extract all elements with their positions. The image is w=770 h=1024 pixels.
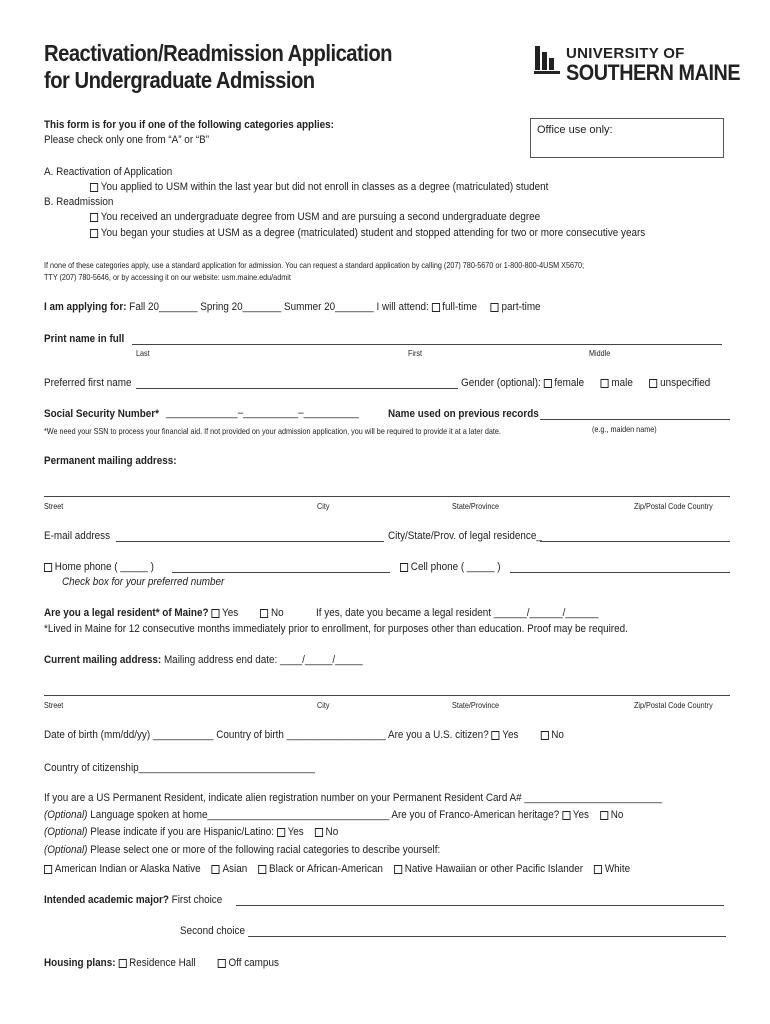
gender-label: Gender (optional): xyxy=(461,377,541,389)
first-choice-field[interactable] xyxy=(236,905,724,906)
checkbox-icon[interactable] xyxy=(90,213,98,222)
second-choice-field[interactable] xyxy=(248,936,726,937)
permanent-address-field[interactable] xyxy=(44,496,730,497)
ssn-field[interactable]: _____________–__________–__________ xyxy=(166,407,359,419)
us-citizen-question: Are you a U.S. citizen? xyxy=(387,729,489,741)
fulltime-checkbox[interactable] xyxy=(431,303,439,312)
legal-resident-row xyxy=(44,607,284,619)
major-row xyxy=(44,894,222,906)
home-phone-checkbox[interactable] xyxy=(44,563,52,572)
resident-no-label: No xyxy=(271,607,284,619)
category-b-option-2-label: You began your studies at USM as a degree (matriculated) student and stopped attending for two or more consecutive years xyxy=(100,227,646,239)
resident-yes-checkbox[interactable] xyxy=(211,609,219,618)
home-phone-row xyxy=(44,561,154,573)
cell-phone-row xyxy=(400,561,501,573)
logo-top-text: UNIVERSITY OF xyxy=(566,45,685,62)
resident-date-field[interactable]: If yes, date you became a legal resident ______/______/______ xyxy=(316,607,599,619)
spring-term-field[interactable]: Spring 20_______ xyxy=(200,301,282,313)
category-b-option-1-label: You received an undergraduate degree from USM and are pursuing a second undergraduate degree xyxy=(100,211,541,223)
legal-residence-field[interactable] xyxy=(540,541,730,542)
housing-row xyxy=(44,957,279,969)
attend-label: I will attend: xyxy=(376,301,429,313)
standard-app-note-1: If none of these categories apply, use a standard application for admission. You can request a standard application by calling (207) 780-5670 or 1-800-800-4USM X5670; xyxy=(44,260,585,270)
parttime-checkbox[interactable] xyxy=(491,303,499,312)
hispanic-yes-label: Yes xyxy=(287,826,304,838)
optional-label: (Optional) xyxy=(44,809,88,821)
form-title xyxy=(44,40,392,94)
hispanic-yes-checkbox[interactable] xyxy=(277,828,285,837)
parttime-label: part-time xyxy=(501,301,541,313)
home-phone-field[interactable] xyxy=(172,572,390,573)
off-campus-checkbox[interactable] xyxy=(218,959,226,968)
racial-question: Please select one or more of the following racial categories to describe yourself: xyxy=(90,844,441,856)
preferred-name-label: Preferred first name xyxy=(44,377,132,389)
race-white-checkbox[interactable] xyxy=(594,865,602,874)
summer-term-field[interactable]: Summer 20_______ xyxy=(283,301,374,313)
male-checkbox[interactable] xyxy=(601,379,609,388)
intro-line-1: This form is for you if one of the following categories applies: xyxy=(44,119,334,131)
office-use-box xyxy=(530,118,724,158)
applying-for-row xyxy=(44,301,541,313)
applying-for-label: I am applying for: xyxy=(44,301,127,313)
race-options-row xyxy=(44,863,630,875)
logo-bottom-text: SOUTHERN MAINE xyxy=(566,60,741,85)
permanent-address-label: Permanent mailing address: xyxy=(44,455,177,467)
dob-field[interactable]: Date of birth (mm/dd/yy) ___________ xyxy=(44,729,214,741)
previous-names-field[interactable] xyxy=(540,419,730,420)
resident-footnote: *Lived in Maine for 12 consecutive months immediately prior to enrollment, for purposes other than education. Proof may be required. xyxy=(44,623,628,635)
first-choice-label: First choice xyxy=(171,894,223,906)
race-pacific-islander-checkbox[interactable] xyxy=(394,865,402,874)
hispanic-no-label: No xyxy=(325,826,339,838)
franco-no-checkbox[interactable] xyxy=(600,811,608,820)
alien-registration-field[interactable]: If you are a US Permanent Resident, indicate alien registration number on your Permanent Resident Card A# _________________________ xyxy=(44,792,663,804)
current-state-caption: State/Province xyxy=(452,700,499,710)
hispanic-no-checkbox[interactable] xyxy=(315,828,323,837)
mailing-end-date-field[interactable]: Mailing address end date: ____/_____/_____ xyxy=(163,654,363,666)
office-use-label: Office use only: xyxy=(537,124,613,136)
cell-phone-checkbox[interactable] xyxy=(400,563,408,572)
category-b-option-2[interactable] xyxy=(90,227,645,239)
resident-no-checkbox[interactable] xyxy=(260,609,268,618)
home-phone-label: Home phone ( _____ ) xyxy=(54,561,154,573)
preferred-number-note: Check box for your preferred number xyxy=(62,576,225,588)
resident-yes-label: Yes xyxy=(222,607,239,619)
street-caption: Street xyxy=(44,501,64,511)
racial-row xyxy=(44,844,440,856)
current-address-label: Current mailing address: xyxy=(44,654,162,666)
title-line-2: for Undergraduate Admission xyxy=(44,67,315,93)
race-white-label: White xyxy=(604,863,631,875)
major-label: Intended academic major? xyxy=(44,894,169,906)
fall-term-field[interactable]: Fall 20_______ xyxy=(129,301,198,313)
race-black-checkbox[interactable] xyxy=(258,865,266,874)
race-american-indian-checkbox[interactable] xyxy=(44,865,52,874)
citizenship-field[interactable]: Country of citizenship________________________________ xyxy=(44,762,315,774)
legal-residence-label: City/State/Prov. of legal residence_ xyxy=(388,530,542,542)
state-caption: State/Province xyxy=(452,501,499,511)
citizen-no-checkbox[interactable] xyxy=(540,731,548,740)
race-black-label: Black or African-American xyxy=(269,863,383,875)
off-campus-label: Off campus xyxy=(228,957,279,969)
birth-row xyxy=(44,729,564,741)
category-a-option-1-label: You applied to USM within the last year but did not enroll in classes as a degree (matriculated) student xyxy=(100,181,549,193)
checkbox-icon[interactable] xyxy=(90,183,98,192)
ssn-note: *We need your SSN to process your financial aid. If not provided on your admission application, you will be required to provide it at a later date. xyxy=(44,426,501,436)
unspecified-label: unspecified xyxy=(660,377,711,389)
category-a-option-1[interactable] xyxy=(90,181,548,193)
category-b-title: B. Readmission xyxy=(44,196,114,208)
male-label: male xyxy=(611,377,633,389)
optional-label: (Optional) xyxy=(44,826,88,838)
franco-yes-label: Yes xyxy=(572,809,589,821)
category-b-option-1[interactable] xyxy=(90,211,540,223)
ssn-label: Social Security Number* xyxy=(44,408,160,420)
language-field[interactable]: Language spoken at home_________________________________ xyxy=(90,809,390,821)
cell-phone-field[interactable] xyxy=(510,572,730,573)
legal-resident-question: Are you a legal resident* of Maine? xyxy=(44,607,209,619)
current-city-caption: City xyxy=(317,700,330,710)
first-name-caption: First xyxy=(408,348,423,358)
citizen-yes-checkbox[interactable] xyxy=(491,731,499,740)
hispanic-row xyxy=(44,826,338,838)
current-address-row xyxy=(44,654,363,666)
zip-caption: Zip/Postal Code Country xyxy=(634,501,713,511)
standard-app-note-2: TTY (207) 780-5646, or by accessing it on our website: usm.maine.edu/admit xyxy=(44,272,291,282)
print-name-field[interactable] xyxy=(132,344,722,345)
email-label: E-mail address xyxy=(44,530,111,542)
race-american-indian-label: American Indian or Alaska Native xyxy=(54,863,201,875)
female-label: female xyxy=(554,377,585,389)
residence-hall-checkbox[interactable] xyxy=(118,959,126,968)
category-a-title: A. Reactivation of Application xyxy=(44,166,173,178)
city-caption: City xyxy=(317,501,330,511)
franco-yes-checkbox[interactable] xyxy=(562,811,570,820)
print-name-label: Print name in full xyxy=(44,333,125,345)
checkbox-icon[interactable] xyxy=(90,229,98,238)
current-street-caption: Street xyxy=(44,700,64,710)
preferred-name-field[interactable] xyxy=(136,388,458,389)
second-choice-label: Second choice xyxy=(180,925,245,937)
email-field[interactable] xyxy=(116,541,384,542)
title-line-1: Reactivation/Readmission Application xyxy=(44,40,393,66)
race-asian-checkbox[interactable] xyxy=(212,865,220,874)
housing-label: Housing plans: xyxy=(44,957,116,969)
current-zip-caption: Zip/Postal Code Country xyxy=(634,700,713,710)
cell-phone-label: Cell phone ( _____ ) xyxy=(410,561,501,573)
citizen-no-label: No xyxy=(551,729,564,741)
country-of-birth-field[interactable]: Country of birth __________________ xyxy=(216,729,386,741)
hispanic-question: Please indicate if you are Hispanic/Latino: xyxy=(90,826,275,838)
usm-logo-icon xyxy=(534,44,562,74)
franco-american-question: Are you of Franco-American heritage? xyxy=(391,809,560,821)
unspecified-checkbox[interactable] xyxy=(649,379,657,388)
previous-names-label: Name used on previous records xyxy=(388,408,539,420)
intro-line-2: Please check only one from “A” or “B” xyxy=(44,134,210,146)
current-address-field[interactable] xyxy=(44,695,730,696)
franco-no-label: No xyxy=(610,809,624,821)
gender-row xyxy=(461,377,710,389)
race-pacific-islander-label: Native Hawaiian or other Pacific Islander xyxy=(404,863,584,875)
citizen-yes-label: Yes xyxy=(502,729,519,741)
middle-name-caption: Middle xyxy=(589,348,611,358)
maiden-name-caption: (e.g., maiden name) xyxy=(592,424,657,434)
last-name-caption: Last xyxy=(136,348,150,358)
race-asian-label: Asian xyxy=(222,863,248,875)
residence-hall-label: Residence Hall xyxy=(129,957,196,969)
optional-label: (Optional) xyxy=(44,844,88,856)
fulltime-label: full-time xyxy=(442,301,477,313)
language-row xyxy=(44,809,623,821)
female-checkbox[interactable] xyxy=(544,379,552,388)
